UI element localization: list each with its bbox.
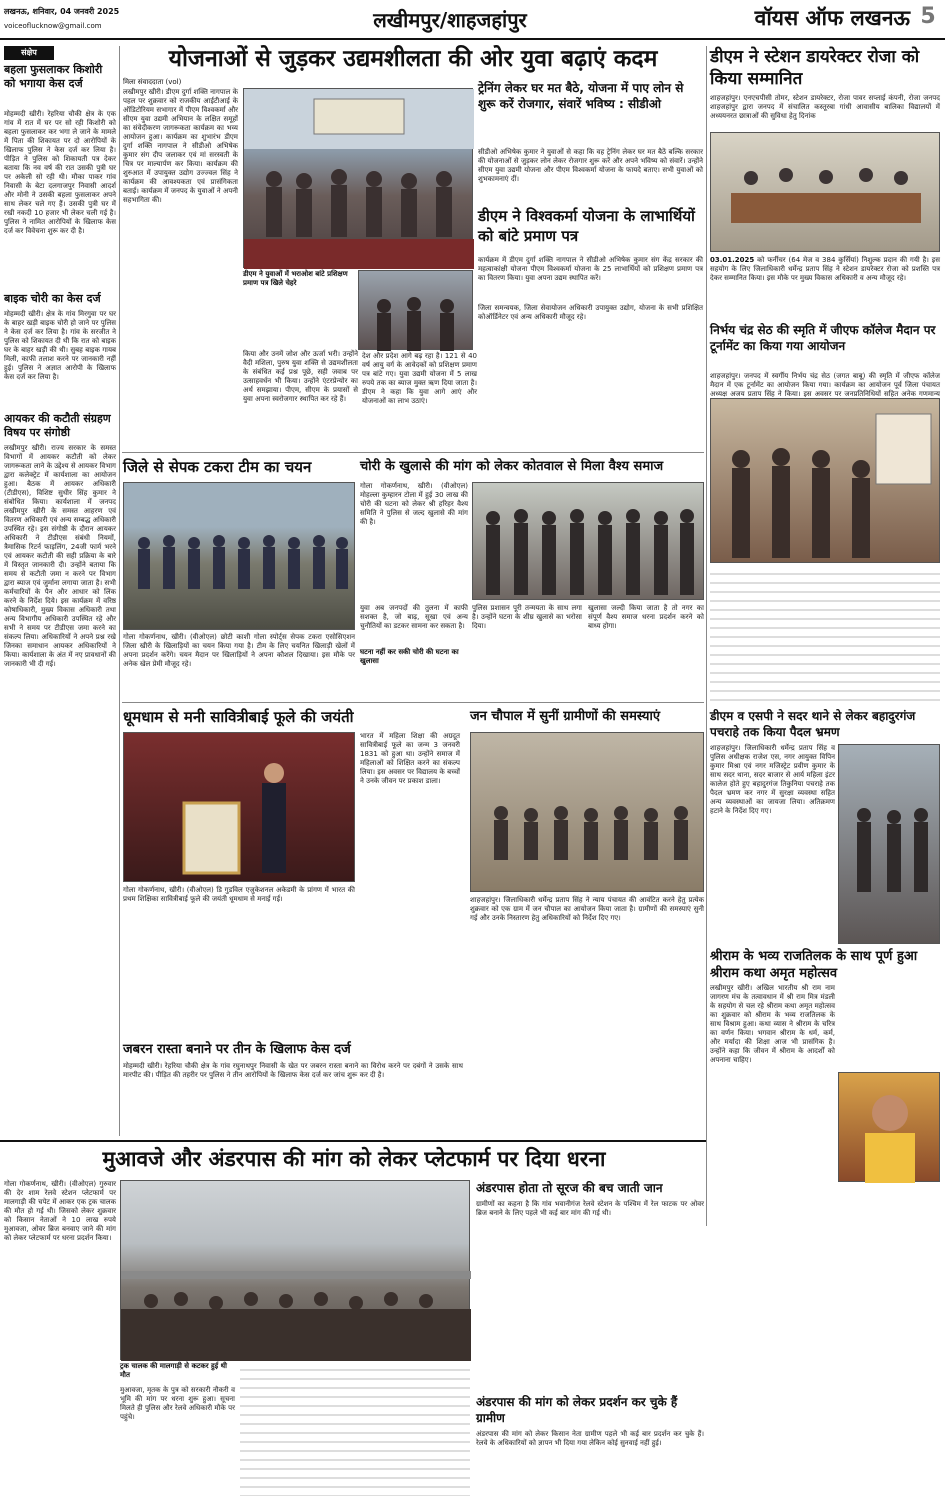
right1-body: शाहजहांपुर। एनएचपीसी तोमर, स्टेशन डायरेक्टर, रोजा पावर सप्लाई कंपनी, रोजा जनपद शाहजहांपुर द्वारा जनपद में संचालित कस्तूरबा गांधी आवासीय बालिका विद्यालयों में अध्ययनरत छात्राओं की सुविधा हेतु दिनांक xyxy=(710,94,940,120)
bottom-body-3: ग्रामीणों का कहना है कि गांव भवानीगंज रेलवे स्टेशन के पश्चिम में रेल फाटक पर ओवर ब्रिज बनाने के लिए पहले भी कई बार मांग की गई थी। xyxy=(476,1200,704,1217)
right-column-divider xyxy=(706,46,707,1226)
lead-body-3: देश और प्रदेश आगे बढ़ रहा है। 121 से 40 वर्ष आयु वर्ग के आवेदकों को प्रशिक्षण प्रमाण पत्र बांटे गए। युवा उद्यमी योजना में 5 लाख रुपये तक का ब्याज मुक्त ऋण दिया जाता है। डीएम ने कहा कि युवा आगे आएं और योजनाओं का लाभ उठाएं। xyxy=(362,352,477,405)
brief-3-body: लखीमपुर खीरी। राज्य सरकार के समस्त विभागों में आयकर कटौती को लेकर जागरूकता लाने के उद्देश्य से आयकर विभाग द्वारा कलेक्ट्रेट में कार्यशाला का आयोजन हुआ। बैठक में आयकर अधिकारी (टीडीएस), विशिष्ट सुधीर सिंह कुमार ने संबोधित किया। कार्यशाला में जनपद लखीमपुर खीरी के समस्त आहरण एवं वितरण अधिकारी एवं अन्य सम्बद्ध अधिकारी उपस्थित रहे। इस संगोष्ठी के दौरान आयकर अधिकारी ने टीडीएस संबंधी नियमों, त्रैमासिक रिटर्न फाइलिंग, 24जी फार्म भरने एवं आयकर कटौती की सही प्रक्रिया के बारे में विस्तृत जानकारी दी। उन्होंने बताया कि समय से कटौती जमा न करने पर विभाग द्वारा ब्याज एवं जुर्माना लगाया जाता है। सभी कर्मचारियों के पैन और आधार को लिंक करने के निर्देश दिये। इस कार्यक्रम में वरिष्ठ कोषाधिकारी, मुख्य विकास अधिकारी तथा अन्य विभागीय अधिकारी उपस्थित रहे और सभी ने समय पर टीडीएस जमा करने का संकल्प लिया। अधिकारियों ने अपने प्रश्न रखे जिनका समाधान आयकर अधिकारियों ने किया। कार्यशाला के अंत में नए प्रावधानों की जानकारी भी दी गई। xyxy=(4,444,116,668)
inset-art xyxy=(359,271,474,351)
masthead xyxy=(0,0,945,40)
bottom-headline: मुआवजे और अंडरपास की मांग को लेकर प्लेटफार्म पर दिया धरना xyxy=(102,1147,606,1171)
vaishya-body-4: खुलासा जल्दी किया जाता है तो नगर का संपूर्ण वैश्य समाज धरना प्रदर्शन करने को बाध्य होगा। xyxy=(588,604,704,630)
right3-headline: डीएम व एसपी ने सदर थाने से लेकर बहादुरगंज पचराहे तक किया पैदल भ्रमण xyxy=(710,709,916,739)
right4-headline: श्रीराम के भव्य राजतिलक के साथ पूर्ण हुआ श्रीराम कथा अमृत महोत्सव xyxy=(710,949,918,981)
chaupal-photo-art xyxy=(471,733,705,893)
masthead-section: लखीमपुर/शाहजहांपुर xyxy=(373,8,527,32)
sepak-headline: जिले से सेपक टकरा टीम का चयन xyxy=(123,458,312,476)
vaishya-body-1: गोला गोकर्णनाथ, खीरी। (वीओएल) मोहल्ला कुम्हारन टोला में हुई 30 लाख की चोरी की घटना को लेकर श्री हरिहर वैश्य समिति ने पुलिस से जल्द खुलासे की मांग की है। xyxy=(360,482,468,526)
right2-photo xyxy=(710,398,940,563)
lead-photo-inset xyxy=(358,270,473,350)
brief-2-headline: बाइक चोरी का केस दर्ज xyxy=(4,292,101,305)
brief-tag: संक्षेप xyxy=(4,46,54,60)
right2-photo-art xyxy=(711,399,941,564)
brief-1-body: मोहम्मदी खीरी। रेहरिया चौकी क्षेत्र के एक गांव में रात में घर पर सो रही किशोरी को बहला फुसलाकर कर भगा ले जाने के मामले में पिता की शिकायत पर दो आरोपियों के खिलाफ पुलिस ने केस दर्ज कर लिया है। पीड़ित ने पुलिस को शिकायती पत्र देकर बताया कि नव वर्ष की रात उसकी पुत्री घर पर अकेली सो रही थी। मौका पाकर गांव निवासी के बेटा दलगाजपुर निवासी आदर्श और मोनी ने उसकी बहला फुसलाकर अपने साथ लेकर चले गए हैं। उसकी पुत्री घर में रखी नकदी 10 हजार भी लेकर चली गई है। पुलिस ने नामित आरोपियों के खिलाफ केस दर्ज कर विवेचना शुरू कर दी है। xyxy=(4,110,116,235)
savitri-photo-art xyxy=(124,733,356,883)
jabran-headline: जबरन रास्ता बनाने पर तीन के खिलाफ केस दर्ज xyxy=(123,1042,351,1057)
right2-headline: निर्भय चंद्र सेठ की स्मृति में जीएफ कॉलेज मैदान पर टूर्नामेंट का किया गया आयोजन xyxy=(710,323,936,353)
bottom-body-2: मुआवजा, मृतक के पुत्र को सरकारी नौकरी व भूमि की मांग पर धरना शुरू हुआ। सूचना मिलते ही पुलिस और रेलवे अधिकारी मौके पर पहुंचे। xyxy=(120,1386,235,1421)
savitri-body: भारत में महिला शिक्षा की अग्रदूत सावित्रीबाई फूले का जन्म 3 जनवरी 1831 को हुआ था। उन्होंने समाज में महिलाओं को शिक्षित करने का संकल्प लिया। इस अवसर पर विद्यालय के बच्चों ने उनके जीवन पर प्रकाश डाला। xyxy=(360,732,460,785)
lead-credit: मिला संवाददाता (vol) xyxy=(123,78,182,86)
right2-body-cont xyxy=(710,566,940,702)
vaishya-photo-art xyxy=(473,483,705,601)
sepak-body: गोला गोकर्णनाथ, खीरी। (वीओएल) छोटी काशी गोला स्पोर्ट्स सेपक टकरा एसोसिएशन जिला खीरी के खिलाड़ियों का चयन किया गया है। टीम के लिए चयनित खिलाड़ी खेलों में अपना प्रदर्शन करेंगे। चयन मैदान पर खिलाड़ियों ने अपना कौशल दिखाया। इस मौके पर अनेक खेल प्रेमी मौजूद रहे। xyxy=(123,633,355,668)
vaishya-photo xyxy=(472,482,704,600)
lead-body-4: सीडीओ अभिषेक कुमार ने युवाओं से कहा कि वह ट्रेनिंग लेकर घर मत बैठें बल्कि सरकार की योजनाओं से जुड़कर लोन लेकर रोजगार शुरू करें और अपने भविष्य को संवारें। उन्होंने सीएम युवा उद्यमी योजना और पीएम विश्वकर्मा योजना के फायदे बताए। सभी युवाओं को शुभकामनाएं दीं। xyxy=(478,148,703,183)
chaupal-headline: जन चौपाल में सुनीं ग्रामीणों की समस्याएं xyxy=(470,709,661,724)
right2-body: शाहजहांपुर। जनपद में स्वर्गीय निर्भय चंद्र सेठ (जगत बाबू) की स्मृति में जीएफ कॉलेज मैदान में एक टूर्नामेंट का आयोजन किया गया। कार्यक्रम का आयोजन पूर्व जिला पंचायत अध्यक्ष अजय प्रताप सिंह ने किया। इस अवसर पर जनप्रतिनिधियों सहित अनेक गणमान्य xyxy=(710,372,940,398)
savitri-headline: धूमधाम से मनी सावित्रीबाई फूले की जयंती xyxy=(123,708,354,726)
right3-body: शाहजहांपुर। जिलाधिकारी धर्मेन्द्र प्रताप सिंह व पुलिस अधीक्षक राजेश एस, नगर आयुक्त विपिन कुमार मिश्रा एवं नगर मजिस्ट्रेट प्रवीण कुमार के साथ सदर थाना, सदर बाजार से आर्य महिला इंटर कालेज होते हुए बहादुरगंज तिकुनिया पचराहे तक पैदल भ्रमण कर नगर में सुरक्षा व्यवस्था सहित अन्य व्यवस्थाओं का जायजा लिया। अतिक्रमण हटाने के निर्देश दिए गए। xyxy=(710,744,835,815)
right4-photo xyxy=(838,1072,940,1182)
brief-1-headline: बहला फुसलाकर किशोरी को भगाया केस दर्ज xyxy=(4,63,103,90)
vaishya-headline: चोरी के खुलासे की मांग को लेकर कोतवाल से मिला वैश्य समाज xyxy=(360,459,664,474)
bottom-body-2b xyxy=(240,1362,470,1496)
divider-bottom xyxy=(0,1140,706,1142)
lead-photo-caption: डीएम ने युवाओं में भराओश बांटे प्रशिक्षण प्रमाण पत्र खिले चेहरे xyxy=(243,270,348,287)
right1-caption-date: 03.01.2025 xyxy=(710,256,755,264)
lead-subheadline: ट्रेनिंग लेकर घर मत बैठे, योजना में पाए लोन से शुरू करें रोजगार, संवारें भविष्य : सीडीओ xyxy=(478,81,684,111)
lead-body-1: लखीमपुर खीरी। डीएम दुर्गा शक्ति नागपाल के पहल पर शुक्रवार को राजकीय आईटीआई के ऑडिटोरियम सभागार में पीएम विश्वकर्मा और सीएम युवा उद्यमी अभियान के लक्षित समूहों का संवेदीकरण जागरूकता कार्यक्रम का भव्य आयोजन हुआ। कार्यक्रम का शुभारंभ डीएम दुर्गा शक्ति नागपाल ने सीडीओ अभिषेक कुमार संग दीप जलाकर एवं मां सरस्वती के चित्र पर माल्यार्पण कर किया। कार्यक्रम की शुरुआत में उपायुक्त उद्योग उज्ज्वल सिंह ने कार्यक्रम की आवश्यकता एवं प्रासंगिकता बताई। कार्यक्रम में जनपद के युवाओं ने अपनी सहभागिता की। xyxy=(123,88,238,204)
right1-caption-text: को फर्नीचर (64 मेज व 384 कुर्सियां) निशुल्क प्रदान की गयी है। इस सहयोग के लिए जिलाधिकारी धर्मेन्द्र प्रताप सिंह ने स्टेशन डायरेक्टर रोजा को प्रशस्ति पत्र देकर सम्मानित किया। इस मौके पर मुख्य विकास अधिकारी व अन्य मौजूद रहे। xyxy=(710,256,940,282)
brief-2-body: मोहम्मदी खीरी। क्षेत्र के गांव मिरगुवा पर घर के बाहर खड़ी बाइक चोरी हो जाने पर पुलिस ने केस दर्ज कर लिया है। गांव के सरजीत ने पुलिस को शिकायत दी थी कि रात को बाइक घर के बाहर खड़ी की थी। सुबह बाइक गायब मिली, काफी तलाश करने पर जानकारी नहीं हुई। पुलिस ने अज्ञात आरोपी के खिलाफ केस दर्ज कर लिया है। xyxy=(4,310,116,381)
jabran-body: मोहम्मदी खीरी। रेहरिया चौकी क्षेत्र के गांव रघुनाथपुर निवासी के खेत पर जबरन रास्ता बनाने का विरोध करने पर दबंगों ने उसके साथ मारपीट की। पीड़ित की तहरीर पर पुलिस ने तीन आरोपियों के खिलाफ केस दर्ज कर जांच शुरू कर दी है। xyxy=(123,1062,463,1079)
right1-photo xyxy=(710,132,940,252)
divider-mid-1 xyxy=(122,452,704,453)
bottom-sub-2: अंडरपास की मांग को लेकर प्रदर्शन कर चुके हैं ग्रामीण xyxy=(476,1395,678,1425)
right1-headline: डीएम ने स्टेशन डायरेक्टर रोजा को किया सम्मानित xyxy=(710,47,920,89)
lead-headline: योजनाओं से जुड़कर उद्यमशीलता की ओर युवा बढ़ाएं कदम xyxy=(168,46,658,72)
bottom-photo-caption: ट्रक चालक की मालगाड़ी से कटकर हुई थी मौत xyxy=(120,1362,227,1379)
chaupal-body: शाहजहांपुर। जिलाधिकारी धर्मेन्द्र प्रताप सिंह ने न्याय पंचायत की आवंटित करने हेतु प्रत्येक शुक्रवार को एक ग्राम में जन चौपाल का आयोजन किया जाता है। ग्रामीणों की समस्याएं सुनी गई और उनके निस्तारण हेतु अधिकारियों को निर्देश दिए गए। xyxy=(470,896,704,922)
masthead-email: voiceoflucknow@gmail.com xyxy=(4,22,102,30)
sepak-photo-art xyxy=(124,483,356,631)
brief-3-headline: आयकर की कटौती संग्रहण विषय पर संगोष्ठी xyxy=(4,412,111,439)
right3-photo-art xyxy=(839,745,941,945)
bottom-body-4: अंडरपास की मांग को लेकर किसान नेता ग्रामीण पहले भी कई बार प्रदर्शन कर चुके हैं। रेलवे के अधिकारियों को ज्ञापन भी दिया गया लेकिन कोई सुनवाई नहीं हुई। xyxy=(476,1430,704,1447)
bottom-photo xyxy=(120,1180,470,1360)
right1-caption xyxy=(710,256,940,316)
savitri-photo xyxy=(123,732,355,882)
savitri-caption: गोला गोकर्णनाथ, खीरी। (वीओएल) डि गुडविल एजुकेशनल अकेडमी के प्रांगण में भारत की प्रथम शिक्षिका सावित्रीबाई फूले की जयंती धूमधाम से मनाई गई। xyxy=(123,886,355,903)
masthead-date: लखनऊ, शनिवार, 04 जनवरी 2025 xyxy=(4,7,120,16)
bottom-sub-1: अंडरपास होता तो सूरज की बच जाती जान xyxy=(476,1181,663,1195)
left-column-divider xyxy=(119,46,120,1136)
lead-photo xyxy=(243,88,473,268)
divider-mid-2 xyxy=(122,702,704,703)
dm2-headline: डीएम ने विश्वकर्मा योजना के लाभार्थियों को बांटे प्रमाण पत्र xyxy=(478,207,695,245)
dm2-body-2: जिला समन्वयक, जिला सेवायोजन अधिकारी उपायुक्त उद्योग, योजना के सभी प्रशिक्षित कोऑर्डिनेटर एवं अन्य अधिकारी मौजूद रहे। xyxy=(478,304,703,321)
masthead-brand: वॉयस ऑफ लखनऊ xyxy=(754,6,910,30)
right3-photo xyxy=(838,744,940,944)
bottom-photo-art xyxy=(121,1181,471,1361)
sepak-photo xyxy=(123,482,355,630)
right1-photo-art xyxy=(711,133,941,253)
vaishya-body-3: पुलिस प्रशासन पूरी तन्मयता के साथ लगा है। उन्होंने घटना के शीघ्र खुलासे का भरोसा दिया। xyxy=(472,604,582,630)
chaupal-photo xyxy=(470,732,704,892)
dm2-body-1: कार्यक्रम में डीएम दुर्गा शक्ति नागपाल ने सीडीओ अभिषेक कुमार संग केंद्र सरकार की महत्वाकांक्षी योजना पीएम विश्वकर्मा योजना के 25 लाभार्थियों को प्रशिक्षण प्रमाण पत्र का वितरण किया। युवा अपना उद्यम स्थापित करें। xyxy=(478,256,703,282)
bottom-body-1: गोला गोकर्णनाथ, खीरी। (वीओएल) गुरुवार की देर शाम रेलवे स्टेशन प्लेटफार्म पर मालगाड़ी की चपेट में आकर एक ट्रक चालक की मौत हो गई थी। जिसको लेकर शुक्रवार को किसान नेताओं ने 10 लाख रुपये मुआवजा, ओवर ब्रिज बनवाए जाने की मांग को लेकर प्लेटफार्म पर धरना प्रदर्शन किया। xyxy=(4,1180,116,1242)
right4-body: लखीमपुर खीरी। अखिल भारतीय श्री राम नाम जागरण मंच के तत्वावधान में श्री राम मित्र मंडली के सहयोग से चल रहे श्रीराम कथा अमृत महोत्सव का शुक्रवार को श्रीराम के भव्य राजतिलक के साथ विश्राम हुआ। कथा व्यास ने श्रीराम के चरित्र का वर्णन किया। भगवान श्रीराम के धर्म, कर्म, और मर्यादा की शिक्षा आज भी प्रासंगिक है। उन्होंने कहा कि जीवन में श्रीराम के आदर्शों को अपनाना चाहिए। xyxy=(710,984,835,1064)
page-number: 5 xyxy=(920,4,936,29)
right4-photo-art xyxy=(839,1073,941,1183)
lead-body-2: किया और उनमें जोश और ऊर्जा भरी। उन्होंने वैदी मशिला, पुरुष युवा शक्ति से उद्यमशीलता के संबंधित कई प्रश्न पूछे, सही जवाब पर उत्साहवर्धन भी किया। उन्होंने एंटरप्रेन्योर का अर्थ समझाया। पीएम, सीएम के प्रयासों से युवा अपना स्वरोजगार स्थापित कर रहे हैं। xyxy=(243,350,358,403)
vaishya-photo-caption: घटना नहीं कर सकी चोरी की घटना का खुलासा xyxy=(360,648,459,665)
lead-photo-art xyxy=(244,89,474,269)
vaishya-body-2: युवा अब जनपदों की तुलना में काफी सशक्त है, जो बाढ़, सूखा एवं अन्य चुनौतियों का डटकर सामना कर सकता है। xyxy=(360,604,468,630)
